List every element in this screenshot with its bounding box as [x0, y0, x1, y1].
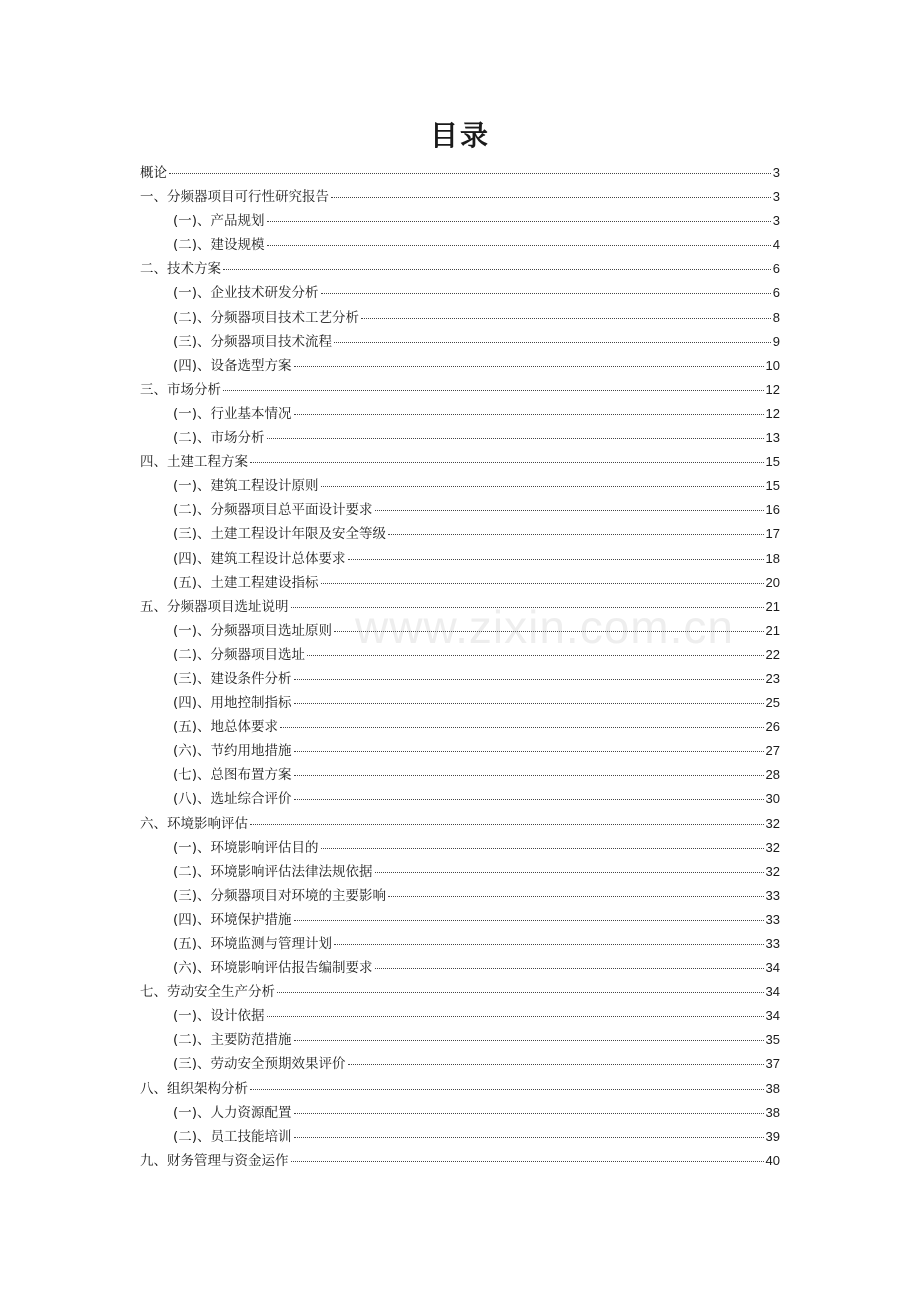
toc-entry-label: (三)、劳动安全预期效果评价	[173, 1056, 346, 1073]
toc-section-entry[interactable]	[140, 1028, 780, 1052]
toc-entry-label: 九、财务管理与资金运作	[140, 1152, 289, 1169]
toc-page-number: 3	[772, 213, 780, 229]
toc-dot-leader	[294, 799, 764, 800]
toc-entry-label: (二)、分频器项目选址	[173, 646, 306, 663]
toc-page-number: 17	[765, 526, 780, 542]
toc-page-number: 25	[765, 695, 780, 711]
toc-section-entry[interactable]	[140, 474, 780, 498]
toc-dot-leader	[291, 607, 764, 608]
toc-page-number: 3	[772, 165, 780, 180]
toc-entry-label: (三)、分频器项目技术流程	[173, 333, 333, 350]
toc-page-number: 39	[765, 1128, 780, 1144]
toc-entry-label: (三)、土建工程设计年限及安全等级	[173, 526, 387, 543]
toc-entry-label: (一)、行业基本情况	[173, 405, 292, 422]
toc-entry-label: (八)、选址综合评价	[173, 791, 292, 808]
toc-entry-label: (五)、土建工程建设指标	[173, 574, 319, 591]
toc-dot-leader	[334, 631, 763, 632]
toc-chapter-entry[interactable]	[140, 812, 780, 836]
watermark: www.zixin.com.cn	[355, 601, 734, 653]
toc-dot-leader	[321, 848, 764, 849]
toc-dot-leader	[321, 293, 771, 294]
toc-section-entry[interactable]	[140, 281, 780, 305]
toc-dot-leader	[307, 655, 763, 656]
toc-dot-leader	[334, 342, 771, 343]
toc-page-number: 8	[772, 309, 780, 325]
toc-entry-label: 三、市场分析	[140, 381, 221, 398]
toc-chapter-entry[interactable]	[140, 161, 780, 185]
toc-dot-leader	[267, 221, 771, 222]
toc-page-number: 16	[765, 502, 780, 518]
toc-dot-leader	[294, 751, 764, 752]
toc-dot-leader	[294, 703, 764, 704]
toc-entry-label: (四)、设备选型方案	[173, 357, 292, 374]
toc-page-number: 4	[772, 237, 780, 253]
toc-entry-label: (一)、设计依据	[173, 1008, 265, 1025]
toc-section-entry[interactable]	[140, 739, 780, 763]
toc-entry-label: (一)、建筑工程设计原则	[173, 478, 319, 495]
toc-entry-label: (七)、总图布置方案	[173, 767, 292, 784]
toc-dot-leader	[375, 872, 764, 873]
toc-page-number: 32	[765, 815, 780, 831]
toc-page-number: 12	[765, 381, 780, 397]
toc-page-number: 13	[765, 430, 780, 446]
toc-section-entry[interactable]	[140, 643, 780, 667]
toc-section-entry[interactable]	[140, 1125, 780, 1149]
toc-page-number: 3	[772, 189, 780, 205]
toc-section-entry[interactable]	[140, 787, 780, 811]
toc-page-number: 28	[765, 767, 780, 783]
toc-dot-leader	[388, 534, 763, 535]
toc-entry-label: 六、环境影响评估	[140, 815, 248, 832]
toc-entry-label: 概论	[140, 165, 167, 181]
toc-section-entry[interactable]	[140, 908, 780, 932]
toc-entry-label: (一)、环境影响评估目的	[173, 839, 319, 856]
toc-chapter-entry[interactable]	[140, 595, 780, 619]
toc-dot-leader	[331, 197, 771, 198]
toc-entry-label: (二)、分频器项目总平面设计要求	[173, 502, 373, 519]
toc-page-number: 15	[765, 478, 780, 494]
toc-dot-leader	[321, 583, 764, 584]
toc-entry-label: (四)、建筑工程设计总体要求	[173, 550, 346, 567]
toc-dot-leader	[294, 679, 764, 680]
toc-dot-leader	[375, 510, 764, 511]
toc-entry-label: 二、技术方案	[140, 261, 221, 278]
toc-entry-label: (一)、产品规划	[173, 213, 265, 230]
toc-section-entry[interactable]	[140, 330, 780, 354]
toc-dot-leader	[267, 438, 764, 439]
toc-list	[140, 161, 780, 1173]
toc-chapter-entry[interactable]	[140, 1149, 780, 1173]
toc-section-entry[interactable]	[140, 836, 780, 860]
toc-entry-label: (二)、员工技能培训	[173, 1128, 292, 1145]
toc-page-number: 34	[765, 960, 780, 976]
toc-dot-leader	[250, 462, 764, 463]
toc-entry-label: 八、组织架构分析	[140, 1080, 248, 1097]
toc-dot-leader	[223, 390, 764, 391]
toc-dot-leader	[250, 824, 764, 825]
toc-dot-leader	[280, 727, 763, 728]
toc-section-entry[interactable]	[140, 233, 780, 257]
toc-dot-leader	[294, 414, 764, 415]
toc-page-number: 33	[765, 887, 780, 903]
toc-dot-leader	[267, 1016, 764, 1017]
toc-section-entry[interactable]	[140, 402, 780, 426]
toc-section-entry[interactable]	[140, 1052, 780, 1076]
toc-section-entry[interactable]	[140, 932, 780, 956]
toc-section-entry[interactable]	[140, 860, 780, 884]
toc-section-entry[interactable]	[140, 884, 780, 908]
toc-dot-leader	[250, 1089, 764, 1090]
toc-section-entry[interactable]	[140, 667, 780, 691]
toc-section-entry[interactable]	[140, 209, 780, 233]
toc-page-number: 9	[772, 333, 780, 349]
toc-dot-leader	[294, 920, 764, 921]
toc-entry-label: (一)、企业技术研发分析	[173, 285, 319, 302]
toc-dot-leader	[375, 968, 764, 969]
toc-page-number: 10	[765, 357, 780, 373]
toc-dot-leader	[223, 269, 771, 270]
toc-page-number: 37	[765, 1056, 780, 1072]
toc-entry-label: (一)、人力资源配置	[173, 1104, 292, 1121]
toc-section-entry[interactable]	[140, 426, 780, 450]
toc-page-number: 15	[765, 454, 780, 470]
toc-section-entry[interactable]	[140, 571, 780, 595]
toc-page-number: 18	[765, 550, 780, 566]
toc-dot-leader	[294, 1113, 764, 1114]
toc-entry-label: (二)、分频器项目技术工艺分析	[173, 309, 360, 326]
toc-dot-leader	[361, 318, 771, 319]
toc-entry-label: 四、土建工程方案	[140, 454, 248, 471]
toc-dot-leader	[334, 944, 763, 945]
toc-section-entry[interactable]	[140, 1101, 780, 1125]
toc-entry-label: (四)、环境保护措施	[173, 911, 292, 928]
toc-dot-leader	[291, 1161, 764, 1162]
toc-chapter-entry[interactable]	[140, 378, 780, 402]
toc-entry-label: (二)、建设规模	[173, 237, 265, 254]
toc-section-entry[interactable]	[140, 354, 780, 378]
toc-entry-label: 一、分频器项目可行性研究报告	[140, 189, 329, 206]
toc-section-entry[interactable]	[140, 498, 780, 522]
toc-section-entry[interactable]	[140, 522, 780, 546]
toc-section-entry[interactable]	[140, 956, 780, 980]
toc-entry-label: (三)、建设条件分析	[173, 670, 292, 687]
toc-chapter-entry[interactable]	[140, 980, 780, 1004]
toc-section-entry[interactable]	[140, 763, 780, 787]
toc-section-entry[interactable]	[140, 1004, 780, 1028]
toc-page-number: 33	[765, 911, 780, 927]
toc-entry-label: (二)、环境影响评估法律法规依据	[173, 863, 373, 880]
toc-page-number: 6	[772, 285, 780, 301]
toc-page-number: 35	[765, 1032, 780, 1048]
toc-section-entry[interactable]	[140, 547, 780, 571]
toc-dot-leader	[277, 992, 764, 993]
toc-entry-label: (六)、节约用地措施	[173, 743, 292, 760]
toc-page-number: 6	[772, 261, 780, 277]
toc-dot-leader	[294, 1137, 764, 1138]
toc-entry-label: (三)、分频器项目对环境的主要影响	[173, 887, 387, 904]
toc-section-entry[interactable]	[140, 715, 780, 739]
toc-page-number: 27	[765, 743, 780, 759]
toc-entry-label: (一)、分频器项目选址原则	[173, 622, 333, 639]
toc-page-number: 21	[765, 598, 780, 614]
toc-dot-leader	[348, 559, 764, 560]
toc-page-number: 30	[765, 791, 780, 807]
toc-section-entry[interactable]	[140, 619, 780, 643]
toc-page-number: 38	[765, 1104, 780, 1120]
toc-entry-label: (二)、市场分析	[173, 430, 265, 447]
toc-entry-label: (四)、用地控制指标	[173, 695, 292, 712]
toc-page-number: 22	[765, 646, 780, 662]
toc-page-number: 38	[765, 1080, 780, 1096]
toc-section-entry[interactable]	[140, 691, 780, 715]
toc-page-number: 20	[765, 574, 780, 590]
toc-chapter-entry[interactable]	[140, 185, 780, 209]
toc-chapter-entry[interactable]	[140, 257, 780, 281]
toc-dot-leader	[388, 896, 763, 897]
toc-dot-leader	[294, 366, 764, 367]
toc-page-number: 33	[765, 936, 780, 951]
toc-dot-leader	[169, 173, 771, 174]
toc-page-number: 34	[765, 1008, 780, 1024]
toc-page-number: 34	[765, 984, 780, 1000]
toc-page-number: 21	[765, 622, 780, 638]
toc-dot-leader	[321, 486, 764, 487]
toc-page-number: 32	[765, 839, 780, 855]
toc-dot-leader	[348, 1064, 764, 1065]
toc-dot-leader	[294, 1040, 764, 1041]
toc-chapter-entry[interactable]	[140, 1077, 780, 1101]
toc-entry-label: (六)、环境影响评估报告编制要求	[173, 960, 373, 977]
toc-dot-leader	[294, 775, 764, 776]
toc-page-number: 23	[765, 670, 780, 686]
toc-entry-label: 五、分频器项目选址说明	[140, 598, 289, 615]
toc-entry-label: (五)、环境监测与管理计划	[173, 936, 333, 952]
toc-page-number: 32	[765, 863, 780, 879]
toc-entry-label: (二)、主要防范措施	[173, 1032, 292, 1049]
toc-page-number: 40	[765, 1152, 780, 1168]
toc-entry-label: 七、劳动安全生产分析	[140, 984, 275, 1001]
toc-entry-label: (五)、地总体要求	[173, 719, 279, 736]
toc-section-entry[interactable]	[140, 306, 780, 330]
toc-chapter-entry[interactable]	[140, 450, 780, 474]
toc-dot-leader	[267, 245, 771, 246]
toc-page-number: 26	[765, 719, 780, 735]
toc-page-number: 12	[765, 405, 780, 421]
toc-title: 目录	[429, 119, 490, 152]
